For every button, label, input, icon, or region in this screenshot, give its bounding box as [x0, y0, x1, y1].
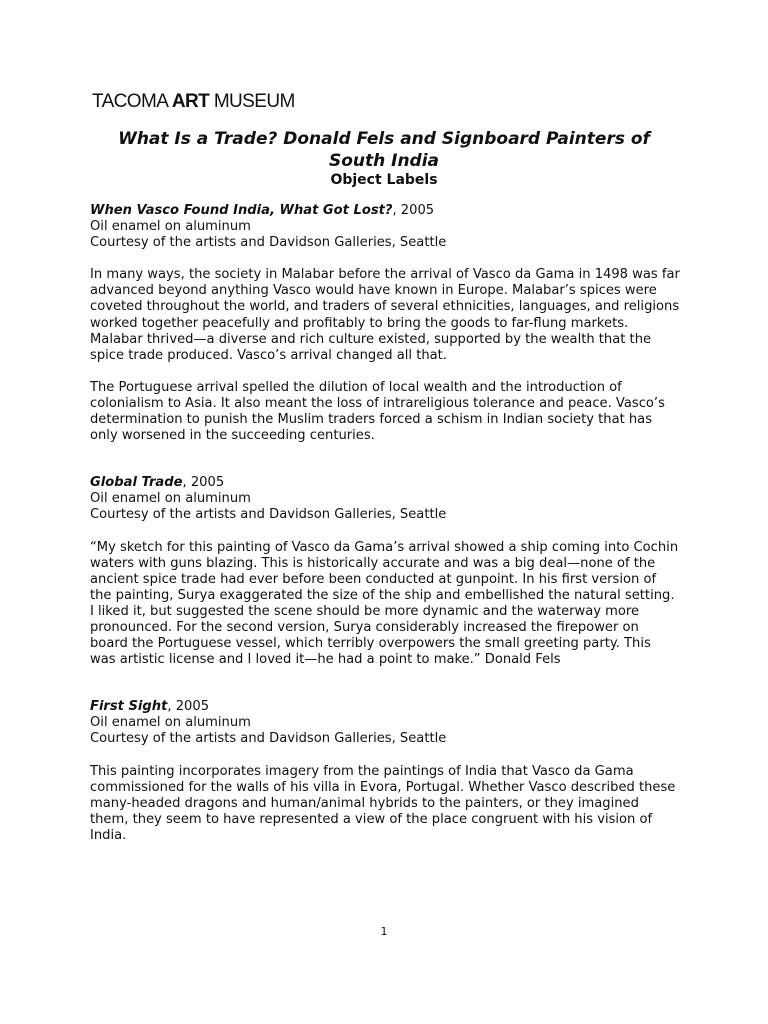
document-subtitle: Object Labels [330, 172, 438, 188]
object-label [90, 699, 680, 844]
work-title: First Sight [90, 699, 168, 715]
work-year: , 2005 [182, 475, 225, 491]
work-credit: Courtesy of the artists and Davidson Galleries, Seattle [90, 731, 447, 747]
label-paragraph: “My sketch for this painting of Vasco da Gama’s arrival showed a ship coming into Cochin waters with guns blazing. This is historically accurate and was a big deal—none of the ancient spice trade had ever before been conducted at gunpoint. In his first version of the painting, Surya exaggerated the size of the ship and embellished the natural setting. I liked it, but suggested the scene should be more dynamic and the waterway more pronounced. For the second version, Surya considerably increased the firepower on board the Portuguese vessel, which terribly overpowers the small greeting party. This was artistic license and I loved it—he had a point to make.” Donald Fels [90, 539, 679, 668]
logo-suffix: MUSEUM [209, 91, 295, 112]
work-credit: Courtesy of the artists and Davidson Galleries, Seattle [90, 235, 447, 251]
object-heading [90, 475, 680, 491]
work-year: , 2005 [167, 699, 210, 715]
object-label [90, 203, 680, 444]
logo-emphasis: ART [171, 91, 210, 112]
document-body [90, 203, 680, 844]
work-medium: Oil enamel on aluminum [90, 715, 251, 731]
document-title: What Is a Trade? Donald Fels and Signboard Painters of South India [118, 129, 650, 171]
museum-logo [92, 90, 295, 114]
object-heading [90, 203, 680, 219]
object-heading [90, 699, 680, 715]
page-number: 1 [380, 925, 388, 938]
logo-prefix: TACOMA [92, 91, 172, 112]
work-credit: Courtesy of the artists and Davidson Galleries, Seattle [90, 507, 447, 523]
work-year: , 2005 [392, 203, 435, 218]
work-title: When Vasco Found India, What Got Lost? [90, 203, 393, 218]
work-medium: Oil enamel on aluminum [90, 491, 251, 507]
work-medium: Oil enamel on aluminum [90, 219, 251, 235]
label-paragraph: In many ways, the society in Malabar before the arrival of Vasco da Gama in 1498 was far advanced beyond anything Vasco would have known in Europe. Malabar’s spices were coveted throughout the world, and traders of several ethnicities, languages, and religions worked together peacefully and profitably to bring the goods to far-flung markets. Malabar thrived—a diverse and rich culture existed, supported by the wealth that the spice trade produced. Vasco’s arrival changed all that. [90, 267, 680, 363]
object-label [90, 475, 680, 668]
work-title: Global Trade [90, 475, 183, 491]
label-paragraph: This painting incorporates imagery from the paintings of India that Vasco da Gama commissioned for the walls of his villa in Evora, Portugal. Whether Vasco described these many-headed dragons and human/animal hybrids to the painters, or they imagined them, they seem to have represented a view of the place congruent with his vision of India. [90, 763, 676, 843]
label-paragraph: The Portuguese arrival spelled the dilution of local wealth and the introduction of colonialism to Asia. It also meant the loss of intrareligious tolerance and peace. Vasco’s determination to punish the Muslim traders forced a schism in Indian society that has only worsened in the succeeding centuries. [90, 379, 665, 444]
